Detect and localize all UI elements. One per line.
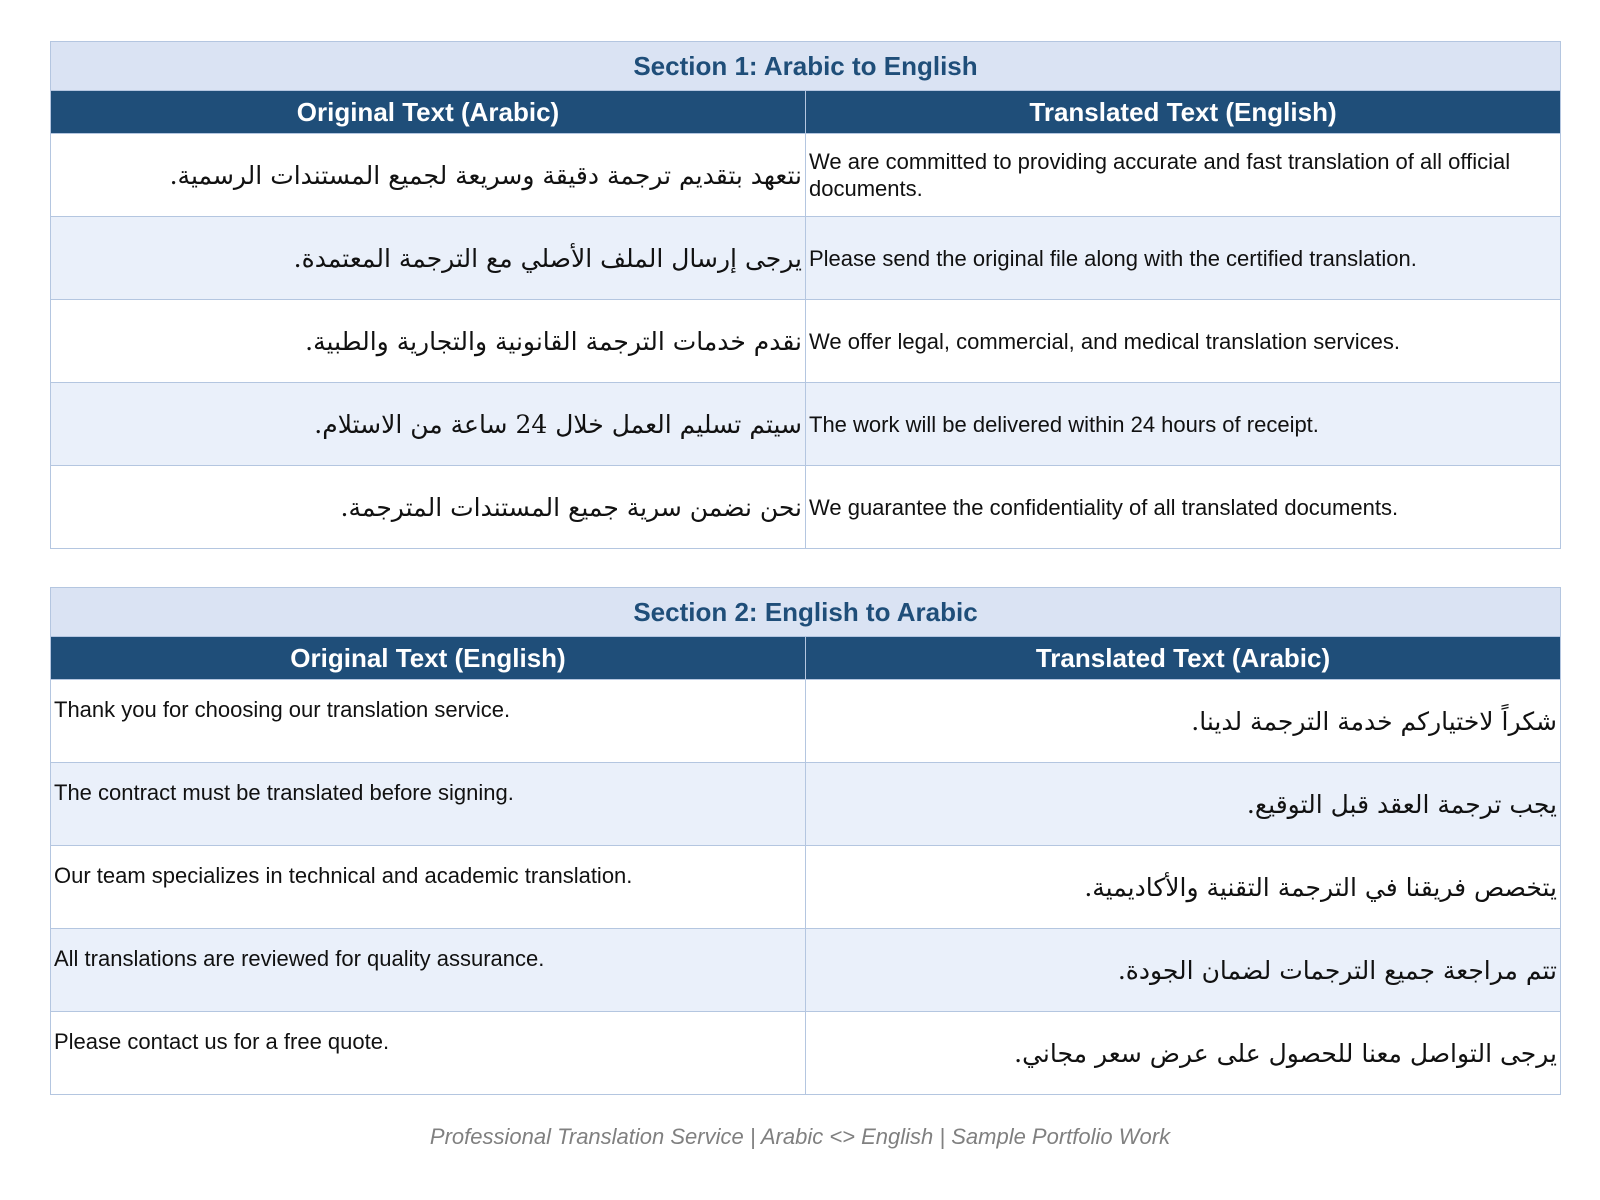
table-row [51,846,1561,929]
original-text-cell: Please contact us for a free quote. [51,1012,806,1095]
section-arabic-to-english [50,41,1560,549]
translated-text-cell: يتخصص فريقنا في الترجمة التقنية والأكاديمية. [806,846,1561,929]
original-text-cell: نتعهد بتقديم ترجمة دقيقة وسريعة لجميع المستندات الرسمية. [51,134,806,217]
translated-text-cell: يجب ترجمة العقد قبل التوقيع. [806,763,1561,846]
column-header-original: Original Text (Arabic) [51,91,806,134]
table-row [51,217,1561,300]
section-english-to-arabic [50,587,1560,1095]
translation-table [50,587,1561,1095]
table-row [51,300,1561,383]
column-header-translated: Translated Text (English) [806,91,1561,134]
original-text-cell: Our team specializes in technical and academic translation. [51,846,806,929]
table-row [51,680,1561,763]
table-row [51,1012,1561,1095]
original-text-cell: The contract must be translated before signing. [51,763,806,846]
translated-text-cell: Please send the original file along with the certified translation. [806,217,1561,300]
table-row [51,383,1561,466]
column-header-original: Original Text (English) [51,637,806,680]
column-header-translated: Translated Text (Arabic) [806,637,1561,680]
table-row [51,466,1561,549]
original-text-cell: All translations are reviewed for quality assurance. [51,929,806,1012]
table-row [51,134,1561,217]
original-text-cell: سيتم تسليم العمل خلال 24 ساعة من الاستلام. [51,383,806,466]
original-text-cell: Thank you for choosing our translation service. [51,680,806,763]
original-text-cell: نقدم خدمات الترجمة القانونية والتجارية والطبية. [51,300,806,383]
section-title: Section 1: Arabic to English [51,42,1561,91]
footer-note: Professional Translation Service | Arabic <> English | Sample Portfolio Work [429,1124,1171,1149]
translated-text-cell: We are committed to providing accurate and fast translation of all official documents. [806,134,1561,217]
translated-text-cell: شكراً لاختياركم خدمة الترجمة لدينا. [806,680,1561,763]
translation-table [50,41,1561,549]
table-row [51,763,1561,846]
translated-text-cell: تتم مراجعة جميع الترجمات لضمان الجودة. [806,929,1561,1012]
translated-text-cell: The work will be delivered within 24 hours of receipt. [806,383,1561,466]
original-text-cell: نحن نضمن سرية جميع المستندات المترجمة. [51,466,806,549]
translated-text-cell: يرجى التواصل معنا للحصول على عرض سعر مجاني. [806,1012,1561,1095]
translated-text-cell: We offer legal, commercial, and medical translation services. [806,300,1561,383]
translated-text-cell: We guarantee the confidentiality of all translated documents. [806,466,1561,549]
section-title: Section 2: English to Arabic [51,588,1561,637]
table-row [51,929,1561,1012]
original-text-cell: يرجى إرسال الملف الأصلي مع الترجمة المعتمدة. [51,217,806,300]
